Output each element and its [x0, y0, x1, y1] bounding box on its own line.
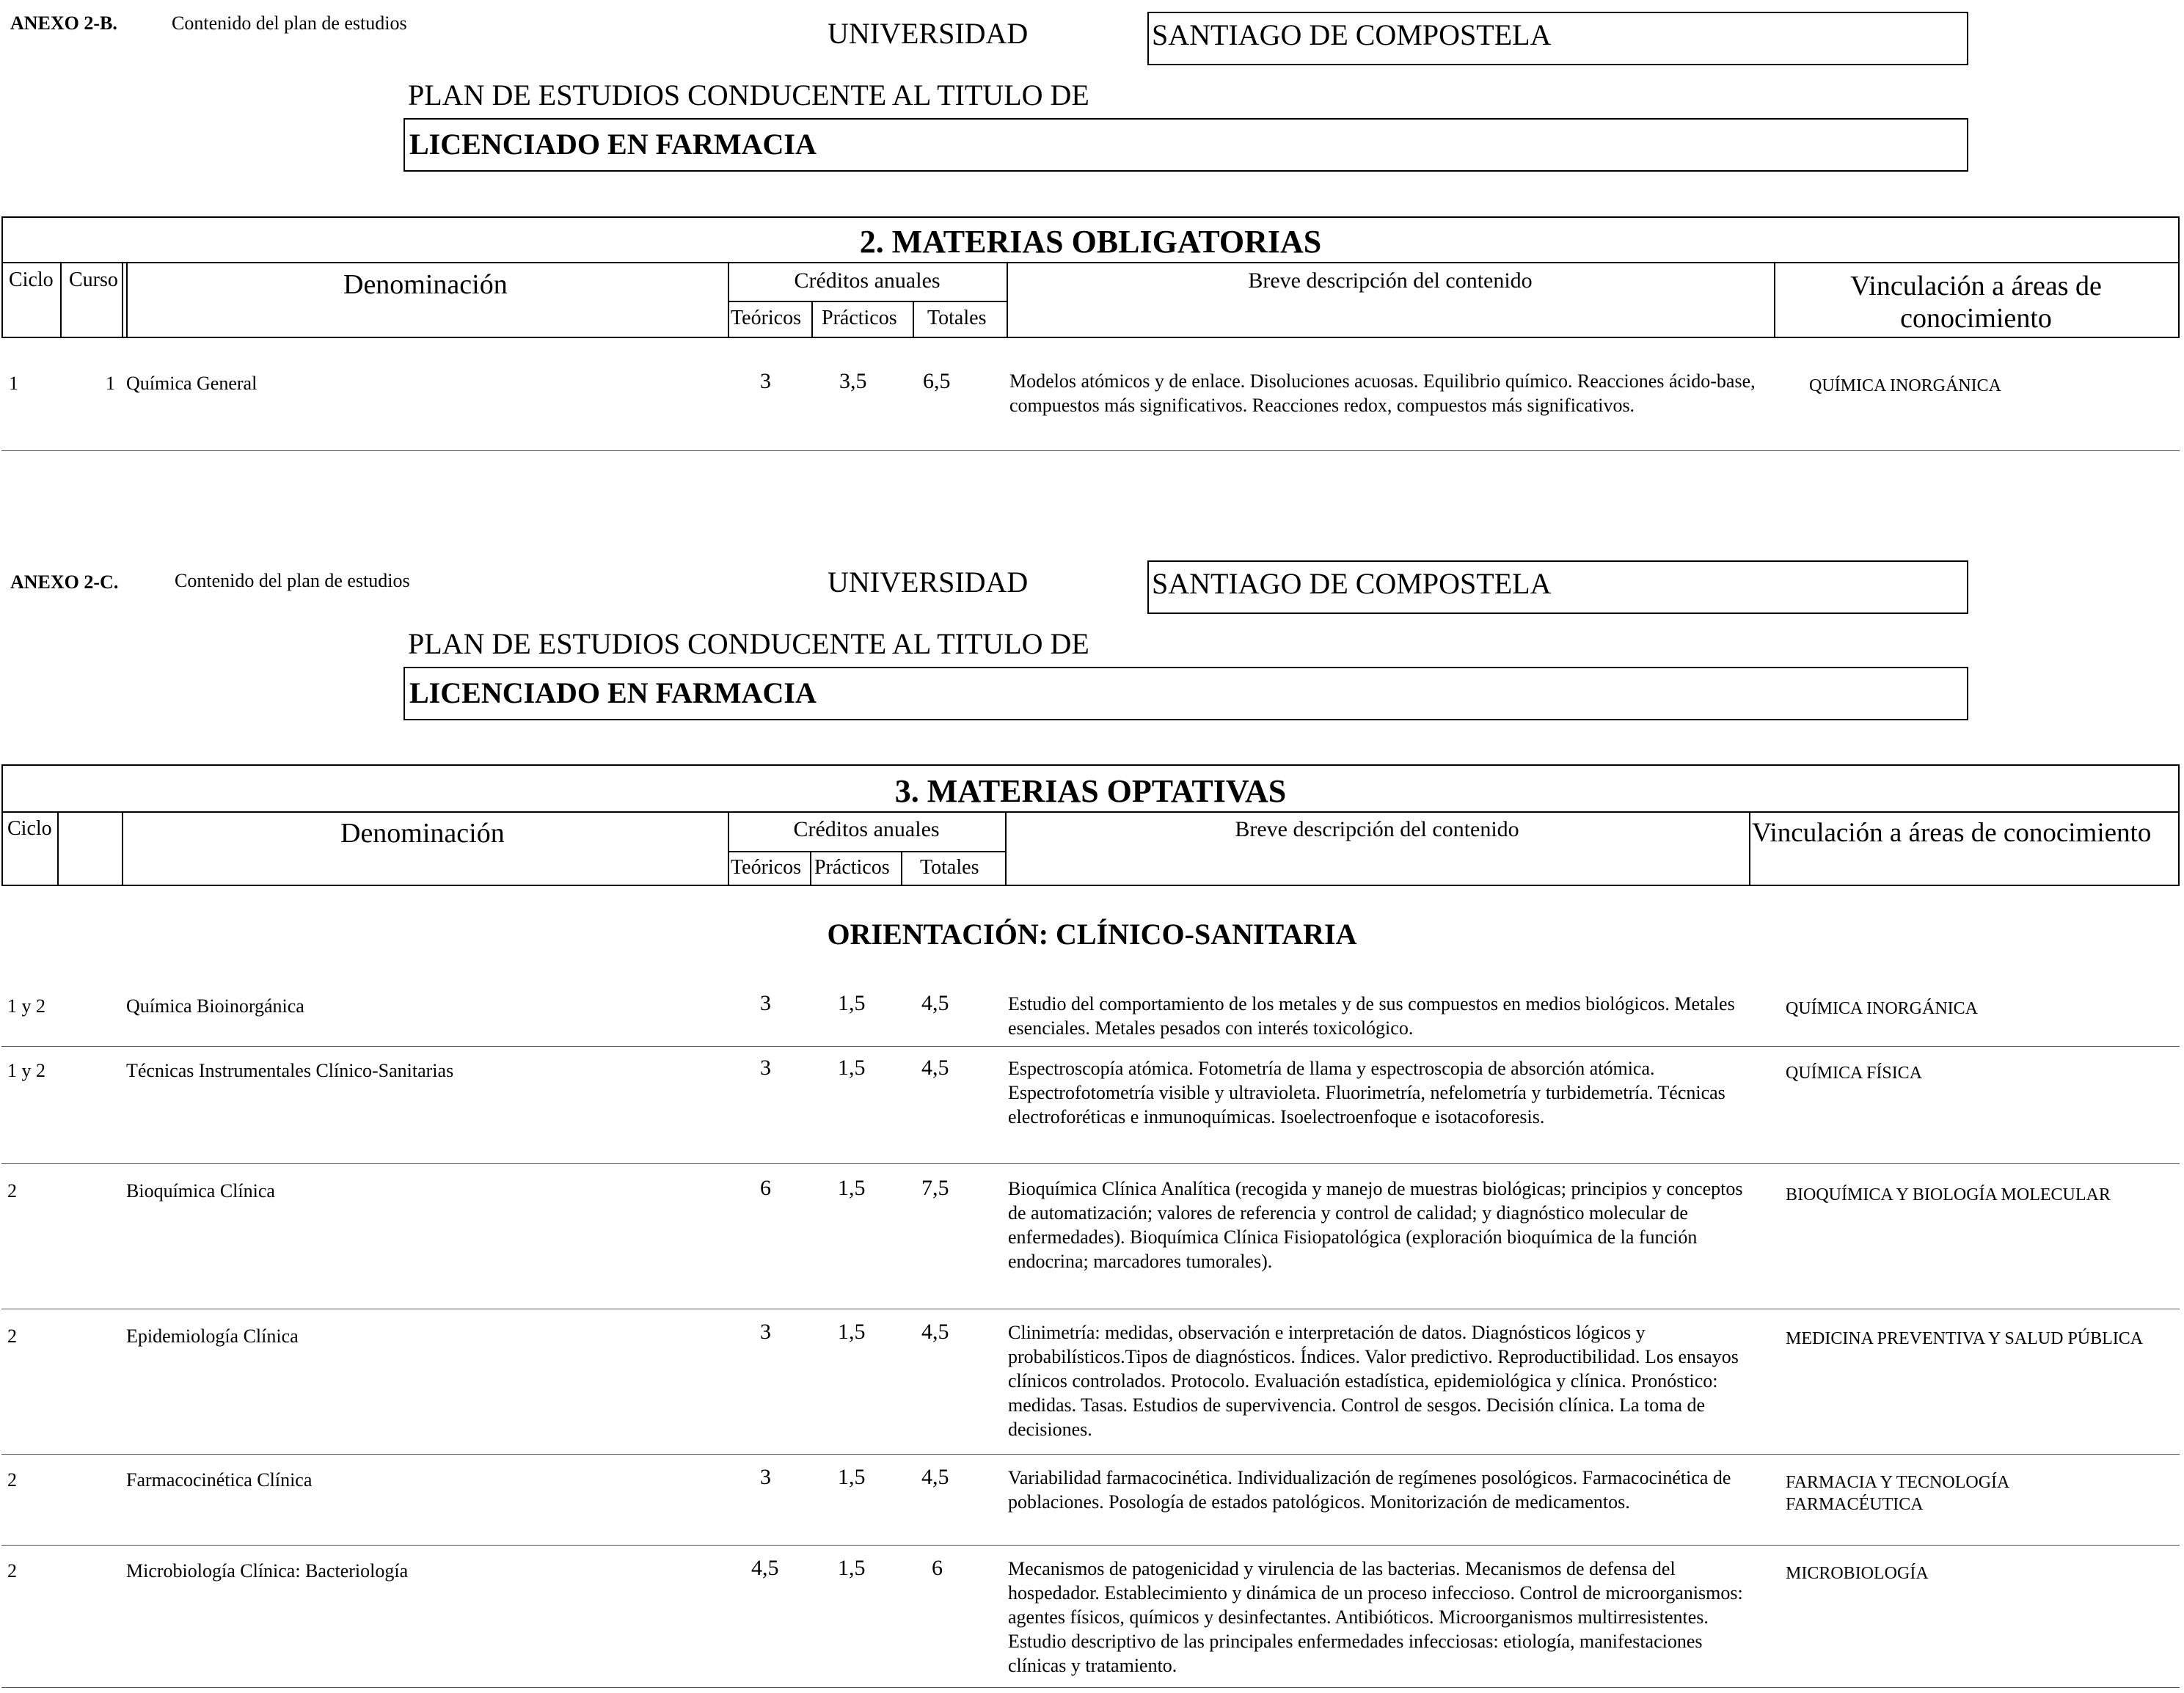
row-descripcion: Estudio del comportamiento de los metales y de sus compuestos en medios biológicos. Metales esenciales. Metales pesados con interés toxicológico.	[1008, 993, 1735, 1039]
sub-header-line	[728, 851, 1005, 852]
row-area: BIOQUÍMICA Y BIOLOGÍA MOLECULAR	[1786, 1185, 2111, 1204]
header-vinculacion-2: conocimiento	[1900, 303, 2052, 334]
row-ciclo: 1 y 2	[7, 995, 45, 1017]
row-ciclo: 2	[7, 1469, 17, 1491]
header-vinculacion: Vinculación a áreas de conocimiento	[1752, 818, 2152, 848]
row-denominacion: Química Bioinorgánica	[126, 995, 304, 1017]
row-descripcion: Bioquímica Clínica Analítica (recogida y manejo de muestras biológicas; principios y conceptos de automatización; valores de referencia y control de calidad; y diagnóstico molecular de enfermedades). Bioquímica Clínica Fisiopatológica (exploración bioquímica de la función endocrina; marcadores tumorales).	[1008, 1178, 1743, 1272]
annex-label	[10, 571, 118, 593]
col-divider	[126, 262, 128, 338]
col-divider	[811, 301, 813, 338]
col-divider	[810, 851, 811, 886]
university-name: SANTIAGO DE COMPOSTELA	[1152, 567, 1552, 600]
header-descripcion: Breve descripción del contenido	[1248, 268, 1533, 293]
row-denominacion: Bioquímica Clínica	[126, 1180, 275, 1202]
row-descripcion: Espectroscopía atómica. Fotometría de llama y espectroscopia de absorción atómica. Espectrofotometría visible y ultravioleta. Fluorimetría, nefelometría y turbidemetría. Técnicas electroforéticas e inmunoquímicas. Isoelectroenfoque e isotacoforesis.	[1008, 1058, 1725, 1127]
header-ciclo: Ciclo	[9, 268, 54, 291]
header-totales: Totales	[920, 856, 979, 879]
row-teoricos: 4,5	[751, 1556, 779, 1580]
row-denominacion: Farmacocinética Clínica	[126, 1469, 313, 1491]
row-totales: 6	[932, 1556, 943, 1580]
sub-header-line	[728, 301, 1007, 302]
row-practicos: 1,5	[838, 991, 866, 1015]
degree-title: LICENCIADO EN FARMACIA	[409, 128, 817, 161]
row-area: MICROBIOLOGÍA	[1786, 1564, 1929, 1583]
col-divider	[913, 301, 914, 338]
row-separator	[1, 450, 2180, 451]
header-vinculacion-1: Vinculación a áreas de	[1850, 271, 2102, 301]
row-denominacion: Epidemiología Clínica	[126, 1325, 299, 1347]
row-separator	[1, 1163, 2180, 1164]
row-descripcion: Mecanismos de patogenicidad y virulencia de las bacterias. Mecanismos de defensa del hospedador. Establecimiento y dinámica de un proceso infeccioso. Control de microorganismos: agentes físicos, químicos y desinfectantes. Antibióticos. Microorganismos multirresistentes. Estudio descriptivo de las principales enfermedades infecciosas: etiología, manifestaciones clínicas y tratamiento.	[1008, 1558, 1743, 1676]
row-descripcion: Clinimetría: medidas, observación e interpretación de datos. Diagnósticos lógicos y probabilísticos.Tipos de diagnósticos. Índices. Valor predictivo. Reproductibilidad. Los ensayos clínicos controlados. Protocolo. Evaluación estadística, epidemiológica y clínica. Pronóstico: medidas. Tasas. Estudios de supervivencia. Control de sesgos. Decisión clínica. La toma de decisiones.	[1008, 1322, 1739, 1440]
orientation-heading: ORIENTACIÓN: CLÍNICO-SANITARIA	[827, 918, 1357, 951]
row-practicos: 1,5	[838, 1465, 866, 1489]
row-descripcion: Modelos atómicos y de enlace. Disoluciones acuosas. Equilibrio químico. Reacciones ácido-base, compuestos más significativos. Reacciones redox, compuestos más significativos.	[1009, 370, 1756, 416]
row-area: QUÍMICA FÍSICA	[1786, 1064, 1923, 1083]
row-denominacion: Técnicas Instrumentales Clínico-Sanitarias	[126, 1060, 454, 1081]
row-teoricos: 3	[760, 369, 771, 393]
row-ciclo: 2	[7, 1180, 17, 1202]
header-teoricos: Teóricos	[731, 856, 802, 879]
header-ciclo: Ciclo	[7, 817, 52, 840]
header-descripcion: Breve descripción del contenido	[1235, 817, 1519, 841]
row-separator	[1, 1545, 2180, 1546]
plan-label: PLAN DE ESTUDIOS CONDUCENTE AL TITULO DE	[408, 78, 1089, 111]
row-ciclo: 1	[9, 373, 18, 394]
col-divider	[122, 262, 123, 338]
university-label: UNIVERSIDAD	[828, 17, 1029, 50]
row-separator	[1, 1687, 2180, 1688]
row-teoricos: 6	[760, 1176, 771, 1200]
row-ciclo: 2	[7, 1560, 17, 1582]
row-teoricos: 3	[760, 1465, 771, 1489]
annex-label-text: ANEXO 2-C.	[10, 571, 119, 593]
header-denominacion: Denominación	[343, 269, 508, 300]
row-teoricos: 3	[760, 1320, 771, 1344]
header-teoricos: Teóricos	[731, 307, 802, 329]
row-denominacion: Microbiología Clínica: Bacteriología	[126, 1560, 409, 1582]
row-separator	[1, 1454, 2180, 1455]
row-area: MEDICINA PREVENTIVA Y SALUD PÚBLICA	[1786, 1329, 2144, 1348]
row-practicos: 1,5	[838, 1320, 866, 1344]
degree-title: LICENCIADO EN FARMACIA	[409, 676, 817, 709]
row-totales: 4,5	[921, 991, 949, 1015]
row-totales: 4,5	[921, 1465, 949, 1489]
row-totales: 4,5	[921, 1320, 949, 1344]
table-title: 3. MATERIAS OPTATIVAS	[894, 773, 1287, 809]
col-divider	[60, 262, 62, 338]
row-area: QUÍMICA INORGÁNICA	[1809, 376, 2001, 395]
col-divider	[57, 811, 59, 886]
university-name-box	[1147, 12, 1968, 65]
row-teoricos: 3	[760, 1056, 771, 1080]
row-curso: 1	[106, 373, 115, 394]
table-title: 2. MATERIAS OBLIGATORIAS	[859, 224, 1322, 260]
row-area: QUÍMICA INORGÁNICA	[1786, 999, 1978, 1018]
header-practicos: Prácticos	[822, 307, 897, 329]
row-practicos: 1,5	[838, 1556, 866, 1580]
university-name: SANTIAGO DE COMPOSTELA	[1152, 18, 1552, 51]
row-practicos: 1,5	[838, 1056, 866, 1080]
col-divider	[122, 811, 123, 886]
row-descripcion: Variabilidad farmacocinética. Individualización de regímenes posológicos. Farmacocinética de poblaciones. Posología de estados patológicos. Monitorización de medicamentos.	[1008, 1467, 1731, 1513]
university-label: UNIVERSIDAD	[828, 566, 1029, 599]
table-title-box	[1, 216, 2180, 263]
header-practicos: Prácticos	[814, 856, 890, 879]
row-practicos: 1,5	[838, 1176, 866, 1200]
university-name-box	[1147, 560, 1968, 614]
row-practicos: 3,5	[839, 369, 867, 393]
row-separator	[1, 1046, 2180, 1047]
row-totales: 7,5	[921, 1176, 949, 1200]
header-curso: Curso	[69, 268, 118, 291]
row-totales: 6,5	[923, 369, 951, 393]
annex-label	[10, 12, 117, 34]
table-title-box	[1, 764, 2180, 813]
col-divider	[901, 851, 902, 886]
header-denominacion: Denominación	[340, 818, 505, 849]
row-area: FARMACIA Y TECNOLOGÍA FARMACÉUTICA	[1786, 1473, 2009, 1514]
annex-caption: Contenido del plan de estudios	[175, 570, 410, 591]
annex-label-text: ANEXO 2-B.	[10, 12, 117, 34]
degree-box	[403, 118, 1968, 172]
annex-caption: Contenido del plan de estudios	[172, 12, 407, 34]
row-ciclo: 1 y 2	[7, 1060, 45, 1081]
header-totales: Totales	[927, 307, 987, 329]
col-divider	[1749, 811, 1750, 886]
row-denominacion: Química General	[126, 373, 258, 394]
row-ciclo: 2	[7, 1325, 17, 1347]
degree-box	[403, 667, 1968, 720]
header-creditos: Créditos anuales	[794, 268, 941, 293]
row-totales: 4,5	[921, 1056, 949, 1080]
plan-label: PLAN DE ESTUDIOS CONDUCENTE AL TITULO DE	[408, 627, 1089, 660]
header-creditos: Créditos anuales	[793, 817, 940, 841]
row-teoricos: 3	[760, 991, 771, 1015]
